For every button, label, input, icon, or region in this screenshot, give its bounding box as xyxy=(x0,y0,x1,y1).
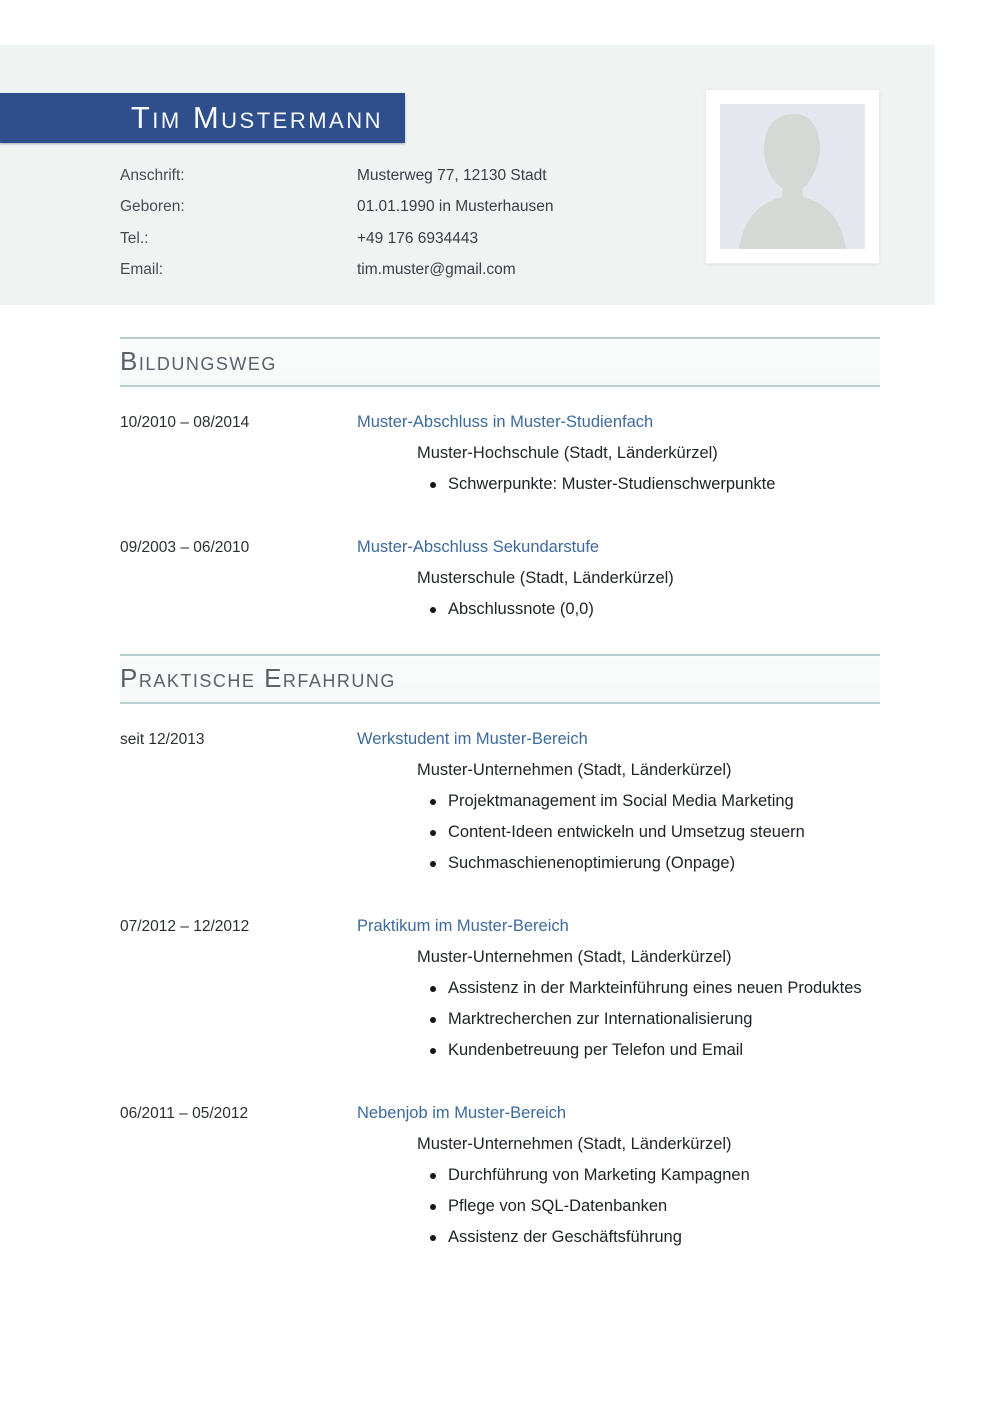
entry-subtitle: Muster-Unternehmen (Stadt, Länderkürzel) xyxy=(417,948,732,966)
entry-title: Muster-Abschluss in Muster-Studienfach xyxy=(357,413,654,431)
section-title: Bildungsweg xyxy=(120,346,277,376)
contact-value-geboren: 01.01.1990 in Musterhausen xyxy=(357,198,554,216)
bullet-item: Schwerpunkte: Muster-Studienschwerpunkte xyxy=(430,469,880,500)
entry-date: 10/2010 – 08/2014 xyxy=(120,414,250,431)
entry-body xyxy=(357,724,880,879)
bullet-item: Abschlussnote (0,0) xyxy=(430,594,880,625)
entry-subtitle: Muster-Hochschule (Stadt, Länderkürzel) xyxy=(417,444,718,462)
education-entry xyxy=(120,532,880,625)
experience-entry xyxy=(120,724,880,879)
entry-bullets xyxy=(430,973,880,1066)
section-bildungsweg xyxy=(120,337,880,625)
contact-label-anschrift: Anschrift: xyxy=(120,167,185,184)
bullet-item: Suchmaschienenoptimierung (Onpage) xyxy=(430,848,880,879)
entry-bullets xyxy=(430,1160,880,1253)
contact-label-geboren: Geboren: xyxy=(120,198,185,216)
bullet-item: Content-Ideen entwickeln und Umsetzug steuern xyxy=(430,817,880,848)
person-name: Tim Mustermann xyxy=(130,100,383,135)
entry-bullets xyxy=(430,594,880,625)
section-title: Praktische Erfahrung xyxy=(120,663,396,693)
bullet-item: Assistenz der Geschäftsführung xyxy=(430,1222,880,1253)
entry-title: Werkstudent im Muster-Bereich xyxy=(357,730,588,748)
section-header xyxy=(120,654,880,704)
contact-label-email: Email: xyxy=(120,261,164,279)
entry-body xyxy=(357,1098,880,1253)
contact-value-email: tim.muster@gmail.com xyxy=(357,261,516,279)
contact-label-tel: Tel.: xyxy=(120,229,149,247)
bullet-item: Durchführung von Marketing Kampagnen xyxy=(430,1160,880,1191)
experience-entry xyxy=(120,1098,880,1253)
entry-date: 06/2011 – 05/2012 xyxy=(120,1105,249,1122)
entry-date: 09/2003 – 06/2010 xyxy=(120,539,250,556)
bullet-item: Kundenbetreuung per Telefon und Email xyxy=(430,1035,880,1066)
cv-body xyxy=(120,337,880,1253)
header-band xyxy=(0,45,935,305)
entry-body xyxy=(357,532,880,625)
photo-placeholder xyxy=(720,104,865,249)
section-header xyxy=(120,337,880,387)
entry-title: Nebenjob im Muster-Bereich xyxy=(357,1104,567,1122)
entry-body xyxy=(357,407,880,500)
entry-date: 07/2012 – 12/2012 xyxy=(120,918,250,935)
entry-title: Praktikum im Muster-Bereich xyxy=(357,917,569,935)
entry-bullets xyxy=(430,786,880,879)
bullet-item: Pflege von SQL-Datenbanken xyxy=(430,1191,880,1222)
contact-value-tel: +49 176 6934443 xyxy=(357,229,479,247)
person-silhouette-icon xyxy=(720,104,865,249)
entry-date: seit 12/2013 xyxy=(120,731,205,748)
bullet-item: Projektmanagement im Social Media Marketing xyxy=(430,786,880,817)
name-banner xyxy=(0,93,405,143)
entry-bullets xyxy=(430,469,880,500)
contact-value-anschrift: Musterweg 77, 12130 Stadt xyxy=(357,167,547,184)
education-entry xyxy=(120,407,880,500)
bullet-item: Marktrecherchen zur Internationalisierung xyxy=(430,1004,880,1035)
bullet-item: Assistenz in der Markteinführung eines neuen Produktes xyxy=(430,973,880,1004)
entry-subtitle: Musterschule (Stadt, Länderkürzel) xyxy=(417,569,674,587)
entry-subtitle: Muster-Unternehmen (Stadt, Länderkürzel) xyxy=(417,1135,732,1153)
contact-info xyxy=(120,160,553,286)
experience-entry xyxy=(120,911,880,1066)
entry-title: Muster-Abschluss Sekundarstufe xyxy=(357,538,600,556)
entry-subtitle: Muster-Unternehmen (Stadt, Länderkürzel) xyxy=(417,761,732,779)
section-praktische-erfahrung xyxy=(120,654,880,1253)
entry-body xyxy=(357,911,880,1066)
photo-frame xyxy=(706,90,879,263)
